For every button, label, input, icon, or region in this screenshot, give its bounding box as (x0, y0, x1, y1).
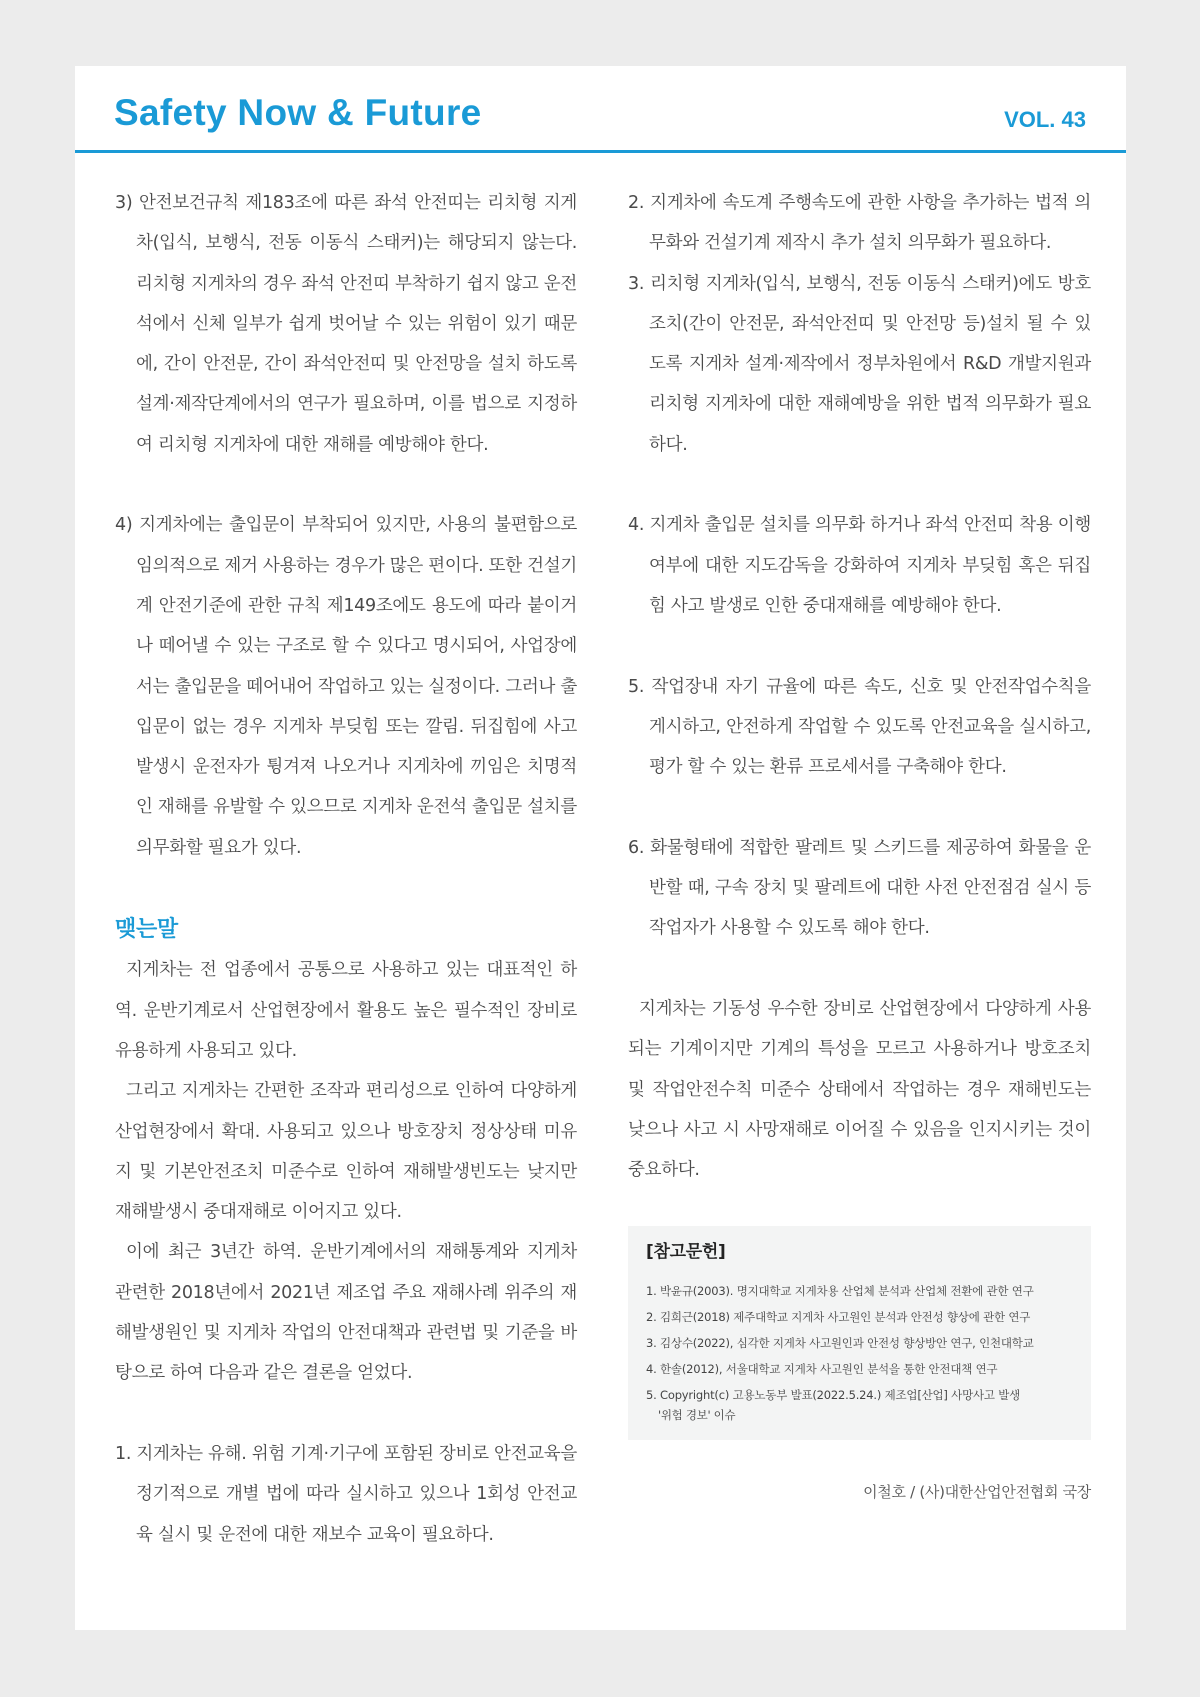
references-box (628, 1226, 1091, 1440)
conclusion-paragraph-3: 이에 최근 3년간 하역. 운반기계에서의 재해통계와 지게차 관련한 2018년에서 2021년 제조업 주요 재해사례 위주의 재해발생원인 및 지게차 작업의 안전대책과 관련법 및 기준을 바탕으로 하여 다음과 같은 결론을 얻었다. (115, 1242, 577, 1384)
volume-number: VOL. 43 (1004, 107, 1086, 132)
section-heading-conclusion: 맺는말 (115, 917, 178, 943)
reference-item: 3. 김상수(2022), 심각한 지게차 사고원인과 안전성 향상방안 연구, 인천대학교 (646, 1336, 1034, 1351)
right-column (628, 183, 1091, 1504)
conclusion-item-6: 6. 화물형태에 적합한 팔레트 및 스키드를 제공하여 화물을 운반할 때, 구속 장치 및 팔레트에 대한 사전 안전점검 실시 등 작업자가 사용할 수 있도록 해야 한다. (628, 837, 1091, 939)
author-credit: 이철호 / (사)대한산업안전협회 국장 (863, 1483, 1091, 1502)
references-title: [참고문헌] (646, 1242, 726, 1263)
reference-item: 2. 김희근(2018) 제주대학교 지게차 사고원인 분석과 안전성 향상에 관한 연구 (646, 1310, 1031, 1325)
closing-paragraph: 지게차는 기동성 우수한 장비로 산업현장에서 다양하게 사용되는 기계이지만 기계의 특성을 모르고 사용하거나 방호조치 및 작업안전수칙 미준수 상태에서 작업하는 경우 재해빈도는 낮으나 사고 시 사망재해로 이어질 수 있음을 인지시키는 것이 중요하다. (628, 998, 1091, 1181)
conclusion-paragraph-2: 그리고 지게차는 간편한 조작과 편리성으로 인하여 다양하게 산업현장에서 확대. 사용되고 있으나 방호장치 정상상태 미유지 및 기본안전조치 미준수로 인하여 재해발생빈도는 낮지만 재해발생시 중대재해로 이어지고 있다. (115, 1081, 577, 1223)
conclusion-item-4: 4. 지게차 출입문 설치를 의무화 하거나 좌석 안전띠 착용 이행 여부에 대한 지도감독을 강화하여 지게차 부딪힘 혹은 뒤집힘 사고 발생로 인한 중대재해를 예방해야 한다. (628, 515, 1091, 616)
conclusion-item-1: 1. 지게차는 유해. 위험 기계·기구에 포함된 장비로 안전교육을 정기적으로 개별 법에 따라 실시하고 있으나 1회성 안전교육 실시 및 운전에 대한 재보수 교육이 필요하다. (115, 1443, 577, 1545)
page-header (75, 66, 1126, 153)
reference-item: 1. 박윤규(2003). 명지대학교 지게차용 산업체 분석과 산업체 전환에 관한 연구 (646, 1284, 1034, 1299)
left-column (115, 183, 577, 1555)
conclusion-item-2: 2. 지게차에 속도계 주행속도에 관한 사항을 추가하는 법적 의무화와 건설기계 제작시 추가 설치 의무화가 필요하다. (628, 193, 1091, 254)
conclusion-paragraph-1: 지게차는 전 업종에서 공통으로 사용하고 있는 대표적인 하역. 운반기계로서 산업현장에서 활용도 높은 필수적인 장비로 유용하게 사용되고 있다. (115, 960, 577, 1061)
magazine-title: Safety Now & Future (114, 92, 482, 133)
reference-item: 5. Copyright(c) 고용노동부 발표(2022.5.24.) 제조업[산업] 사망사고 발생 (646, 1388, 1021, 1403)
conclusion-item-5: 5. 작업장내 자기 규율에 따른 속도, 신호 및 안전작업수칙을 게시하고, 안전하게 작업할 수 있도록 안전교육을 실시하고, 평가 할 수 있는 환류 프로세서를 구축해야 한다. (628, 676, 1091, 778)
paragraph-3: 3) 안전보건규칙 제183조에 따른 좌석 안전띠는 리치형 지게차(입식, 보행식, 전동 이동식 스태커)는 해당되지 않는다. 리치형 지게차의 경우 좌석 안전띠 부착하기 쉽지 않고 운전석에서 신체 일부가 쉽게 벗어날 수 있는 위험이 있기 때문에, 간이 안전문, 간이 좌석안전띠 및 안전망을 설치 하도록 설계·제작단계에서의 연구가 필요하며, 이를 법으로 지정하여 리치형 지게차에 대한 재해를 예방해야 한다. (115, 193, 577, 455)
paragraph-4: 4) 지게차에는 출입문이 부착되어 있지만, 사용의 불편함으로 임의적으로 제거 사용하는 경우가 많은 편이다. 또한 건설기계 안전기준에 관한 규칙 제149조에도 용도에 따라 붙이거나 떼어낼 수 있는 구조로 할 수 있다고 명시되어, 사업장에서는 출입문을 떼어내어 작업하고 있는 실정이다. 그러나 출입문이 없는 경우 지게차 부딪힘 또는 깔림. 뒤집힘에 사고발생시 운전자가 튕겨져 나오거나 지게차에 끼임은 치명적인 재해를 유발할 수 있으므로 지게차 운전석 출입문 설치를 의무화할 필요가 있다. (115, 515, 577, 858)
page (75, 66, 1126, 1630)
reference-item: 4. 한솔(2012), 서울대학교 지게차 사고원인 분석을 통한 안전대책 연구 (646, 1362, 998, 1377)
conclusion-item-3: 3. 리치형 지게차(입식, 보행식, 전동 이동식 스태커)에도 방호조치(간이 안전문, 좌석안전띠 및 안전망 등)설치 될 수 있도록 지게차 설계·제작에서 정부차원에서 R&D 개발지원과 리치형 지게차에 대한 재해예방을 위한 법적 의무화가 필요하다. (628, 273, 1091, 455)
reference-item-continuation: '위험 경보' 이슈 (658, 1408, 736, 1423)
